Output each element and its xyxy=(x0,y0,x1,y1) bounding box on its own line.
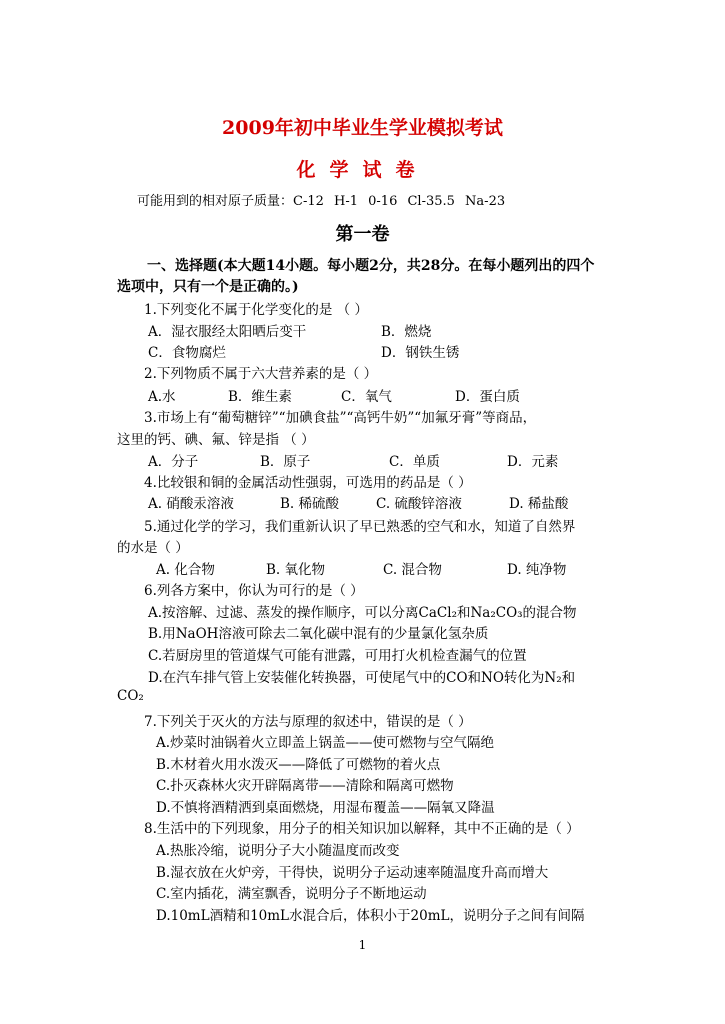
q2-stem: 2.下列物质不属于六大营养素的是（ ） xyxy=(144,366,378,382)
q5-option-c: C. 混合物 xyxy=(383,562,442,578)
q8-option-b: B.湿衣放在火炉旁，干得快，说明分子运动速率随温度升高而增大 xyxy=(156,865,549,881)
q4-option-d: D. 稀盐酸 xyxy=(509,496,569,512)
q5-stem-line-2: 的水是（ ） xyxy=(117,540,189,556)
q3-option-d: D．元素 xyxy=(507,454,559,470)
q5-option-b: B. 氧化物 xyxy=(266,562,326,578)
q6-option-c: C.若厨房里的管道煤气可能有泄露，可用打火机检查漏气的位置 xyxy=(148,648,527,664)
q3-option-b: B．原子 xyxy=(260,454,311,470)
q8-stem: 8.生活中的下列现象，用分子的相关知识加以解释，其中不正确的是（ ） xyxy=(144,821,580,837)
q4-options-row xyxy=(0,492,725,512)
q6-option-d-line-1: D.在汽车排气管上安装催化转换器，可使尾气中的CO和NO转化为N₂和 xyxy=(148,670,576,686)
section-heading-line-1: 一、选择题(本大题14小题。每小题2分，共28分。在每小题列出的四个 xyxy=(147,258,595,274)
q8-option-c: C.室内插花，满室飘香，说明分子不断地运动 xyxy=(156,886,427,902)
atomic-mass-line: 可能用到的相对原子质量：C-12 H-1 0-16 Cl-35.5 Na-23 xyxy=(137,194,506,209)
q3-stem-line-1: 3.市场上有“葡萄糖锌”“加碘食盐”“高钙牛奶”“加氟牙膏”等商品， xyxy=(144,410,537,426)
q2-option-a: A.水 xyxy=(148,389,176,405)
q3-option-a: A．分子 xyxy=(148,454,199,470)
q8-option-d: D.10mL酒精和10mL水混合后，体积小于20mL，说明分子之间有间隔 xyxy=(156,908,585,924)
q6-option-d-line-2: CO₂ xyxy=(117,688,144,704)
q2-option-d: D．蛋白质 xyxy=(455,389,520,405)
q5-stem-line-1: 5.通过化学的学习，我们重新认识了早已熟悉的空气和水，知道了自然界 xyxy=(144,519,576,535)
q3-option-c: C．单质 xyxy=(389,454,440,470)
q6-option-a: A.按溶解、过滤、蒸发的操作顺序，可以分离CaCl₂和Na₂CO₃的混合物 xyxy=(148,605,577,621)
exam-subtitle: 化学试卷 xyxy=(296,159,429,181)
q5-options-row xyxy=(0,558,725,578)
page-number: 1 xyxy=(358,938,367,952)
q1-option-c: C．食物腐烂 xyxy=(148,345,226,361)
q4-stem: 4.比较银和铜的金属活动性强弱，可选用的药品是（ ） xyxy=(144,475,472,491)
q5-option-d: D. 纯净物 xyxy=(507,562,567,578)
q6-option-b: B.用NaOH溶液可除去二氧化碳中混有的少量氯化氢杂质 xyxy=(148,626,489,642)
section-heading-line-2: 选项中，只有一个是正确的。) xyxy=(117,279,299,295)
q2-option-c: C．氧气 xyxy=(341,389,392,405)
q4-option-b: B. 稀硫酸 xyxy=(280,496,340,512)
q3-stem-line-2: 这里的钙、碘、氟、锌是指 （ ） xyxy=(117,432,315,448)
q7-stem: 7.下列关于灭火的方法与原理的叙述中，错误的是（ ） xyxy=(144,714,472,730)
q7-option-b: B.木材着火用水泼灭——降低了可燃物的着火点 xyxy=(156,757,441,773)
q5-option-a: A. 化合物 xyxy=(156,562,215,578)
q2-options-row xyxy=(0,385,725,405)
q7-option-d: D.不慎将酒精洒到桌面燃烧，用湿布覆盖——隔氧又降温 xyxy=(156,800,495,816)
volume-heading: 第一卷 xyxy=(335,224,390,245)
q1-option-a: A．湿衣服经太阳晒后变干 xyxy=(148,324,307,340)
q7-option-a: A.炒菜时油锅着火立即盖上锅盖——使可燃物与空气隔绝 xyxy=(156,735,495,751)
q6-stem: 6.列各方案中，你认为可行的是（ ） xyxy=(144,583,364,599)
q2-option-b: B．维生素 xyxy=(228,389,292,405)
q1-options-row-2 xyxy=(0,341,725,361)
q1-option-b: B．燃烧 xyxy=(381,324,432,340)
q7-option-c: C.扑灭森林火灾开辟隔离带——清除和隔离可燃物 xyxy=(156,778,454,794)
q4-option-a: A. 硝酸汞溶液 xyxy=(148,496,234,512)
q8-option-a: A.热胀冷缩，说明分子大小随温度而改变 xyxy=(156,843,400,859)
q1-option-d: D．钢铁生锈 xyxy=(381,345,460,361)
q1-options-row-1 xyxy=(0,320,725,340)
exam-title: 2009年初中毕业生学业模拟考试 xyxy=(222,117,503,139)
q4-option-c: C. 硫酸锌溶液 xyxy=(376,496,462,512)
q3-options-row xyxy=(0,450,725,470)
q1-stem: 1.下列变化不属于化学变化的是 （ ） xyxy=(144,302,368,318)
